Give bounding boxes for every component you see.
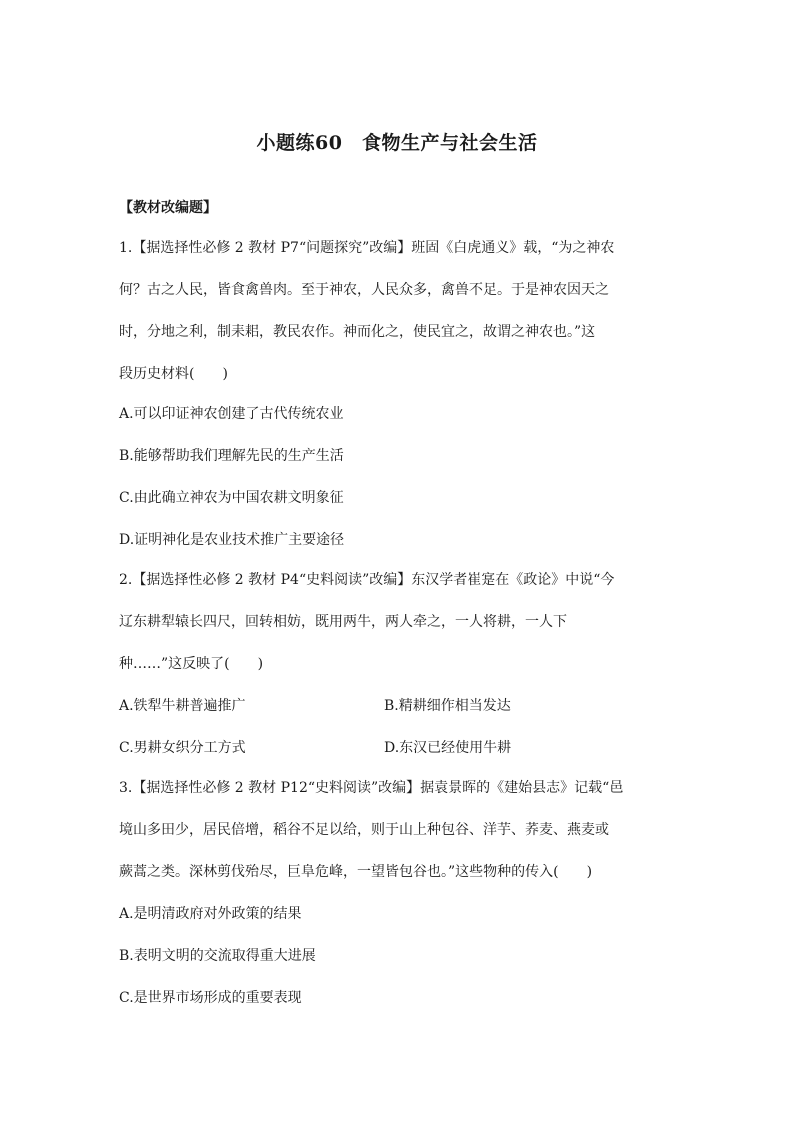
q1-option-d: D.证明神化是农业技术推广主要途径 <box>119 532 345 548</box>
q1-option-c: C.由此确立神农为中国农耕文明象征 <box>119 490 344 506</box>
q3-stem-line-1: 3.【据选择性必修 2 教材 P12“史料阅读”改编】据袁景晖的《建始县志》记载“邑 <box>119 780 624 796</box>
q1-stem-line-3: 时，分地之利，制耒耜，教民农作。神而化之，使民宜之，故谓之神农也。”这 <box>119 324 596 340</box>
q1-stem-line-2: 何？古之人民，皆食禽兽肉。至于神农，人民众多，禽兽不足。于是神农因天之 <box>119 282 609 298</box>
q2-stem-line-2: 辽东耕犁辕长四尺，回转相妨，既用两牛，两人牵之，一人将耕，一人下 <box>119 614 567 630</box>
q2-stem-line-3: 种……”这反映了( ) <box>119 656 264 672</box>
q1-option-b: B.能够帮助我们理解先民的生产生活 <box>119 448 344 464</box>
q3-stem-line-3: 蕨蒿之类。深林剪伐殆尽，巨阜危峰，一望皆包谷也。”这些物种的传入( ) <box>119 864 593 880</box>
section-heading: 【教材改编题】 <box>119 200 217 216</box>
page-title: 小题练60 食物生产与社会生活 <box>256 132 538 154</box>
q2-option-a: A.铁犁牛耕普遍推广 <box>119 698 246 714</box>
q2-option-c: C.男耕女织分工方式 <box>119 740 246 756</box>
q3-option-a: A.是明清政府对外政策的结果 <box>119 906 302 922</box>
q1-option-a: A.可以印证神农创建了古代传统农业 <box>119 406 344 422</box>
q2-option-d: D.东汉已经使用牛耕 <box>384 740 512 756</box>
q3-stem-line-2: 境山多田少，居民倍增，稻谷不足以给，则于山上种包谷、洋芋、荞麦、燕麦或 <box>119 822 609 838</box>
q1-stem-line-1: 1.【据选择性必修 2 教材 P7“问题探究”改编】班固《白虎通义》载，“为之神农 <box>119 240 615 256</box>
q2-stem-line-1: 2.【据选择性必修 2 教材 P4“史料阅读”改编】东汉学者崔寔在《政论》中说“今 <box>119 572 615 588</box>
q3-option-c: C.是世界市场形成的重要表现 <box>119 990 302 1006</box>
q3-option-b: B.表明文明的交流取得重大进展 <box>119 948 316 964</box>
q1-stem-line-4: 段历史材料( ) <box>119 366 228 382</box>
q2-option-b: B.精耕细作相当发达 <box>384 698 511 714</box>
